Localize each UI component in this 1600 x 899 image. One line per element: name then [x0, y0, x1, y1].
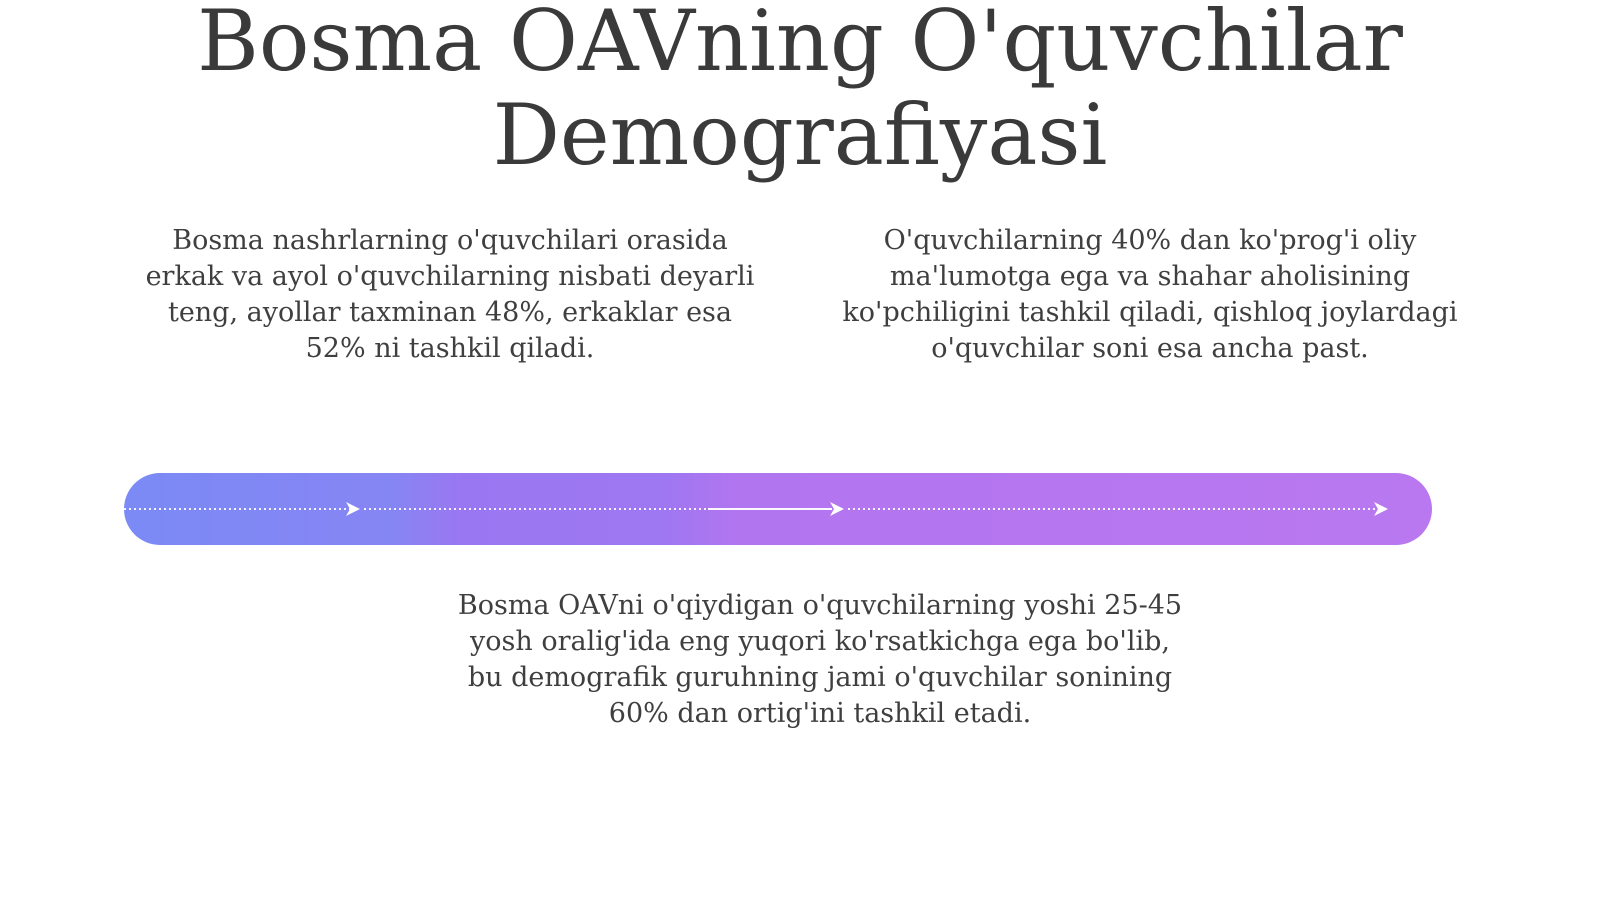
gender-description: Bosma nashrlarning o'quvchilari orasida erkak va ayol o'quvchilarning nisbati deyarli teng, ayollar taxminan 48%, erkaklar esa 52% ni tashkil qiladi. — [145, 225, 755, 364]
timeline-arrows — [124, 473, 1432, 545]
age-description: Bosma OAVni o'qiydigan o'quvchilarning yoshi 25-45 yosh oralig'ida eng yuqori ko'rsatkichga ega bo'lib, bu demografik guruhning jami o'quvchilar sonining 60% dan ortig'ini tashkil etadi. — [457, 590, 1183, 729]
title-line-2: Demografiyasi — [492, 86, 1108, 184]
page-title — [0, 0, 1600, 182]
arrow-right-icon — [1374, 502, 1388, 516]
education-description: O'quvchilarning 40% dan ko'prog'i oliy ma'lumotga ega va shahar aholisining ko'pchiligini tashkil qiladi, qishloq joylardagi o'quvchilar soni esa ancha past. — [842, 225, 1458, 364]
arrow-right-icon — [830, 502, 844, 516]
timeline-bar — [124, 473, 1432, 545]
arrow-right-icon — [346, 502, 360, 516]
title-line-1: Bosma OAVning O'quvchilar — [197, 0, 1403, 90]
